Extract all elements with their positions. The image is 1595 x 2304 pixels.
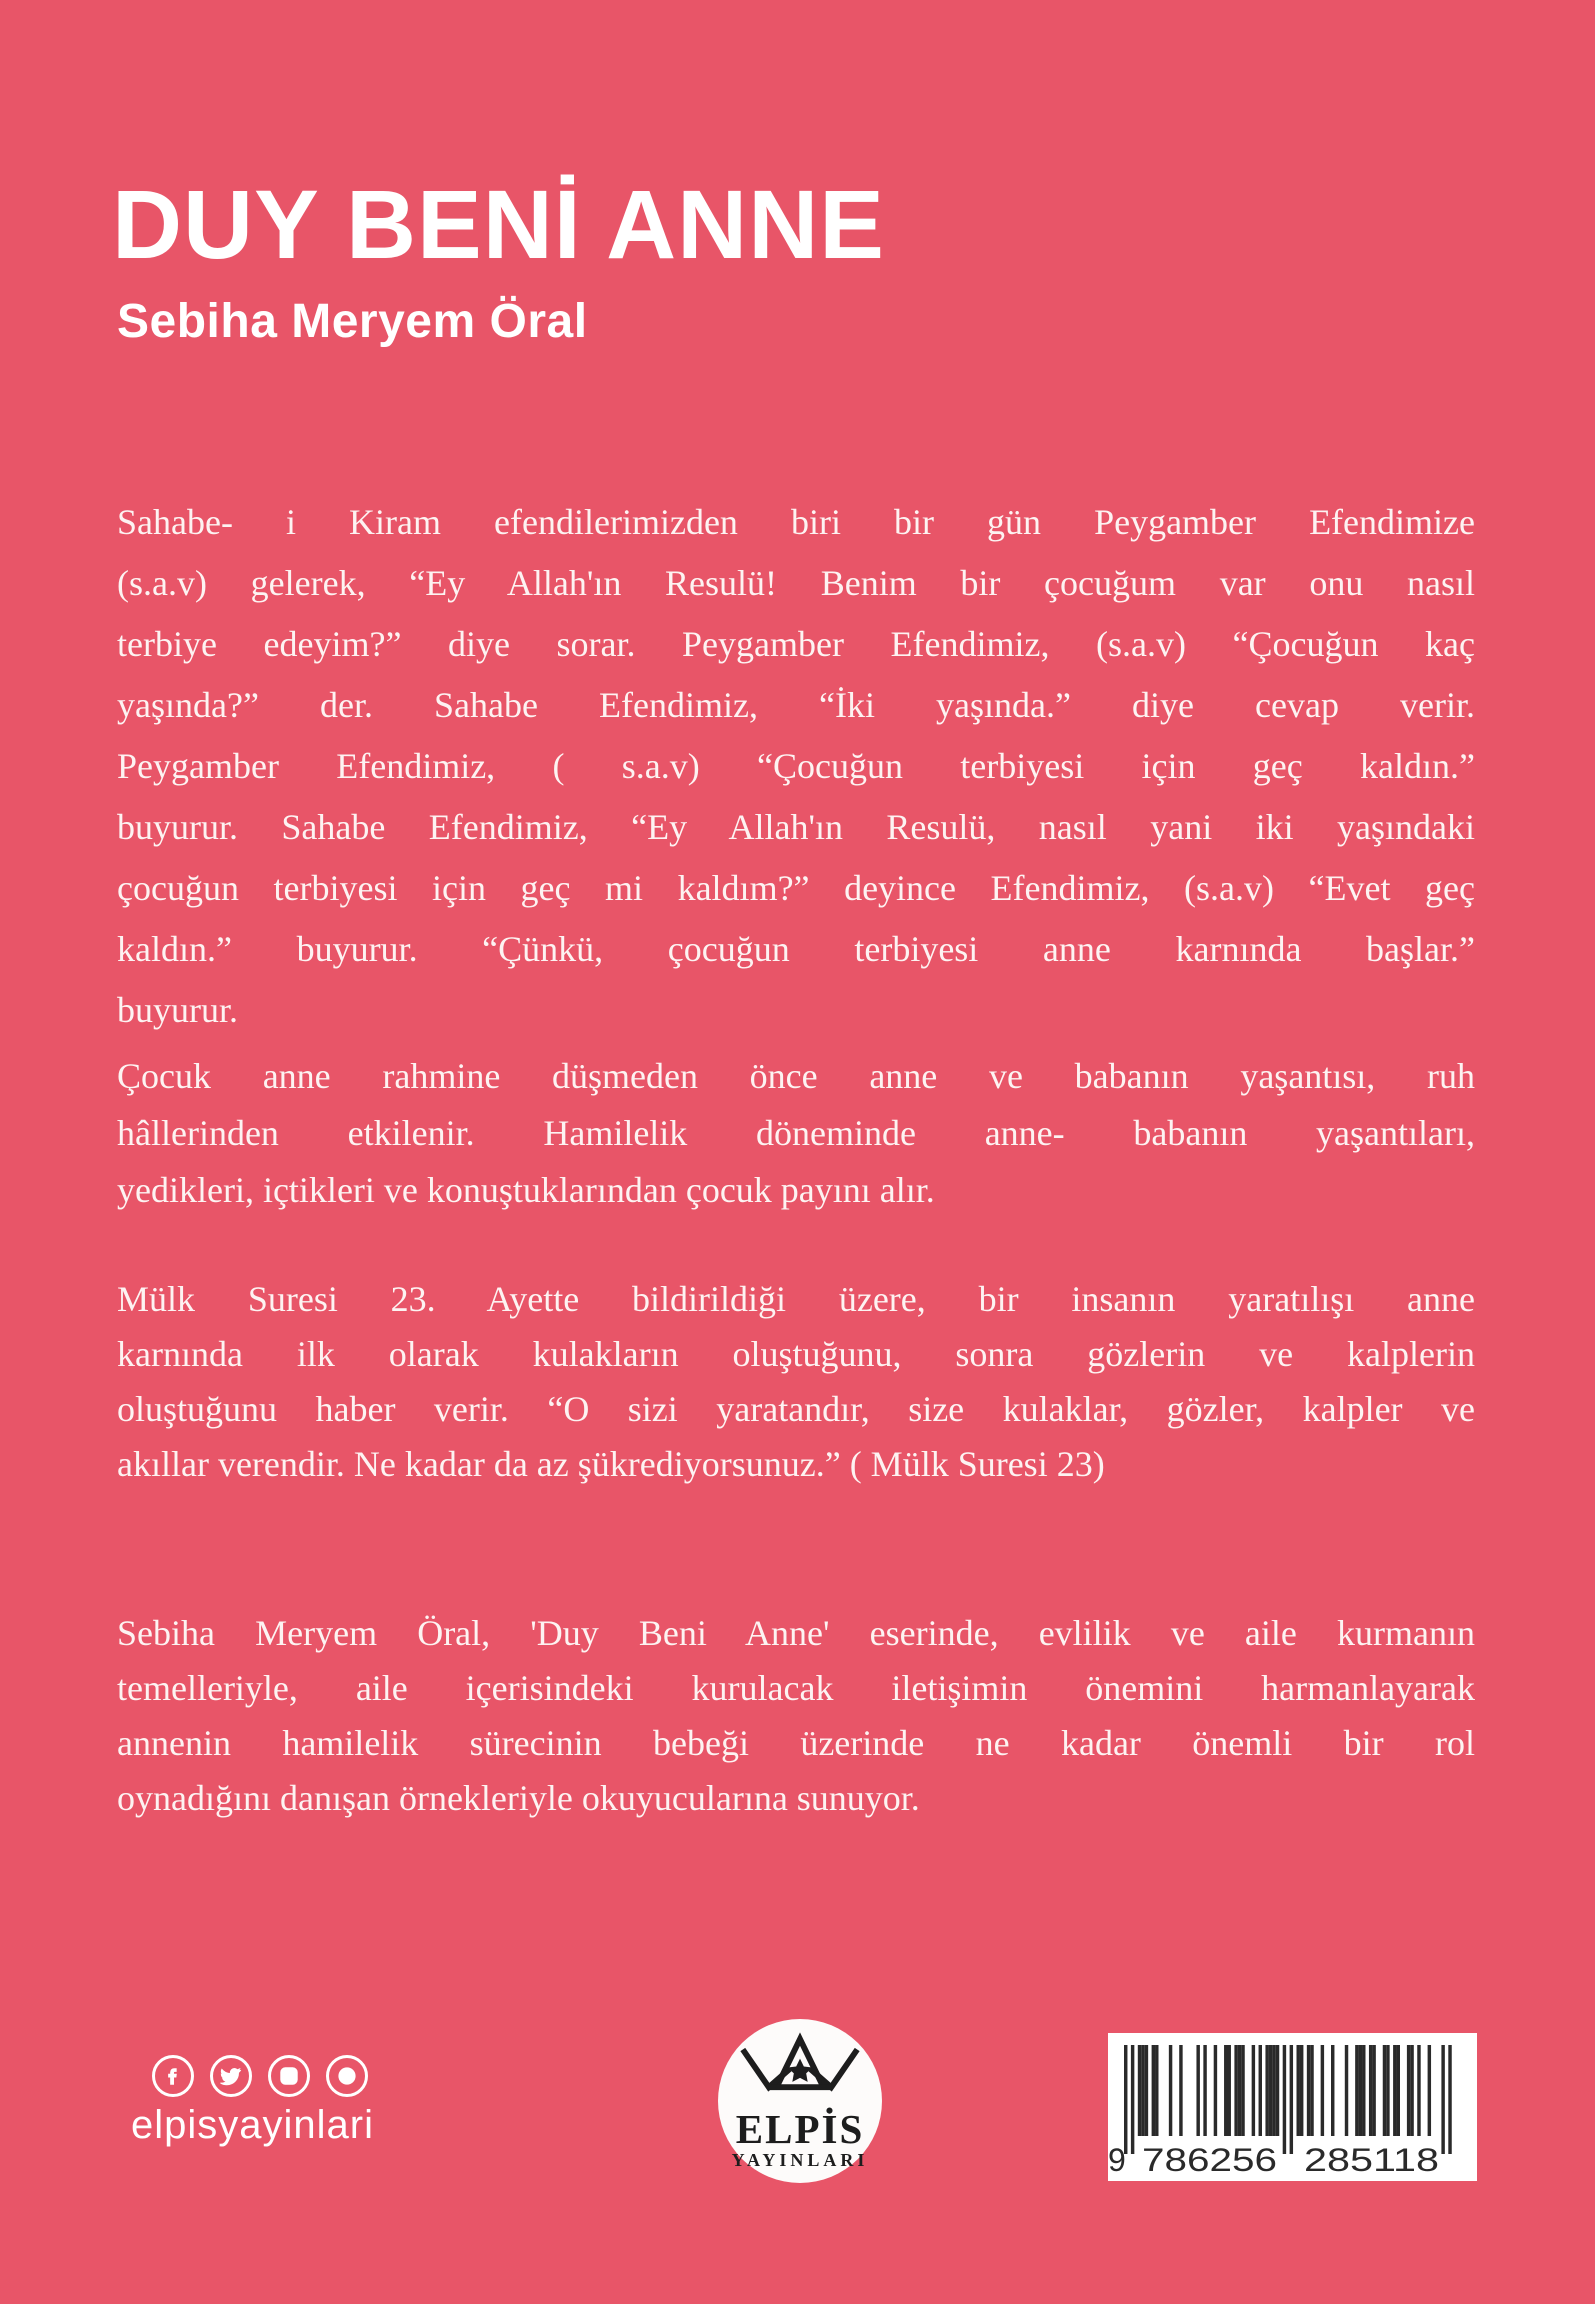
text-line: kaldın.” buyurur. “Çünkü, çocuğun terbiyesi anne karnında başlar.” bbox=[117, 929, 1475, 969]
text-line: Peygamber Efendimiz, ( s.a.v) “Çocuğun terbiyesi için geç kaldın.” bbox=[117, 746, 1475, 786]
synopsis-paragraph-3 bbox=[117, 1272, 1475, 1492]
text-line: yedikleri, içtikleri ve konuştuklarından çocuk payını alır. bbox=[117, 1170, 935, 1210]
text-line: akıllar verendir. Ne kadar da az şükrediyorsunuz.” ( Mülk Suresi 23) bbox=[117, 1444, 1105, 1484]
text-line: çocuğun terbiyesi için geç mi kaldım?” deyince Efendimiz, (s.a.v) “Evet geç bbox=[117, 868, 1475, 908]
text-line: oynadığını danışan örnekleriyle okuyucularına sunuyor. bbox=[117, 1778, 920, 1818]
social-handle: elpisyayinlari bbox=[131, 2103, 374, 2147]
book-author: Sebiha Meryem Öral bbox=[117, 295, 588, 348]
text-line: temelleriyle, aile içerisindeki kurulacak iletişimin önemini harmanlayarak bbox=[117, 1668, 1475, 1708]
instagram-icon bbox=[268, 2055, 310, 2097]
synopsis-paragraph-2 bbox=[117, 1048, 1475, 1219]
svg-text:9: 9 bbox=[1108, 2142, 1126, 2178]
text-line: Çocuk anne rahmine düşmeden önce anne ve babanın yaşantısı, ruh bbox=[117, 1056, 1475, 1096]
publisher-name: ELPİS bbox=[735, 2106, 865, 2152]
text-line: karnında ilk olarak kulakların oluştuğunu, sonra gözlerin ve kalplerin bbox=[117, 1334, 1475, 1374]
publisher-name-sub: YAYINLARI bbox=[731, 2150, 869, 2170]
text-line: Mülk Suresi 23. Ayette bildirildiği üzere, bir insanın yaratılışı anne bbox=[117, 1279, 1475, 1319]
barcode-bars bbox=[1108, 2033, 1477, 2181]
book-title: DUY BENİ ANNE bbox=[112, 170, 885, 279]
publisher-logo bbox=[718, 2019, 882, 2183]
twitter-icon bbox=[210, 2055, 252, 2097]
text-line: terbiye edeyim?” diye sorar. Peygamber Efendimiz, (s.a.v) “Çocuğun kaç bbox=[117, 624, 1475, 664]
isbn-barcode bbox=[1108, 2033, 1477, 2181]
text-line: annenin hamilelik sürecinin bebeği üzerinde ne kadar önemli bir rol bbox=[117, 1723, 1475, 1763]
globe-icon bbox=[326, 2055, 368, 2097]
social-icons-row bbox=[152, 2055, 368, 2097]
text-line: Sahabe- i Kiram efendilerimizden biri bir gün Peygamber Efendimize bbox=[117, 502, 1475, 542]
svg-text:786256: 786256 bbox=[1142, 2142, 1277, 2178]
crown-star-icon bbox=[735, 2027, 865, 2111]
svg-text:285118: 285118 bbox=[1304, 2142, 1439, 2178]
synopsis-paragraph-4 bbox=[117, 1606, 1475, 1826]
text-line: yaşında?” der. Sahabe Efendimiz, “İki yaşında.” diye cevap verir. bbox=[117, 685, 1475, 725]
text-line: oluştuğunu haber verir. “O sizi yaratandır, size kulaklar, gözler, kalpler ve bbox=[117, 1389, 1475, 1429]
text-line: Sebiha Meryem Öral, 'Duy Beni Anne' eserinde, evlilik ve aile kurmanın bbox=[117, 1613, 1475, 1653]
text-line: buyurur. Sahabe Efendimiz, “Ey Allah'ın Resulü, nasıl yani iki yaşındaki bbox=[117, 807, 1475, 847]
text-line: (s.a.v) gelerek, “Ey Allah'ın Resulü! Benim bir çocuğum var onu nasıl bbox=[117, 563, 1475, 603]
facebook-icon bbox=[152, 2055, 194, 2097]
synopsis-paragraph-1 bbox=[117, 492, 1475, 1041]
text-line: buyurur. bbox=[117, 990, 238, 1030]
text-line: hâllerinden etkilenir. Hamilelik döneminde anne- babanın yaşantıları, bbox=[117, 1113, 1475, 1153]
